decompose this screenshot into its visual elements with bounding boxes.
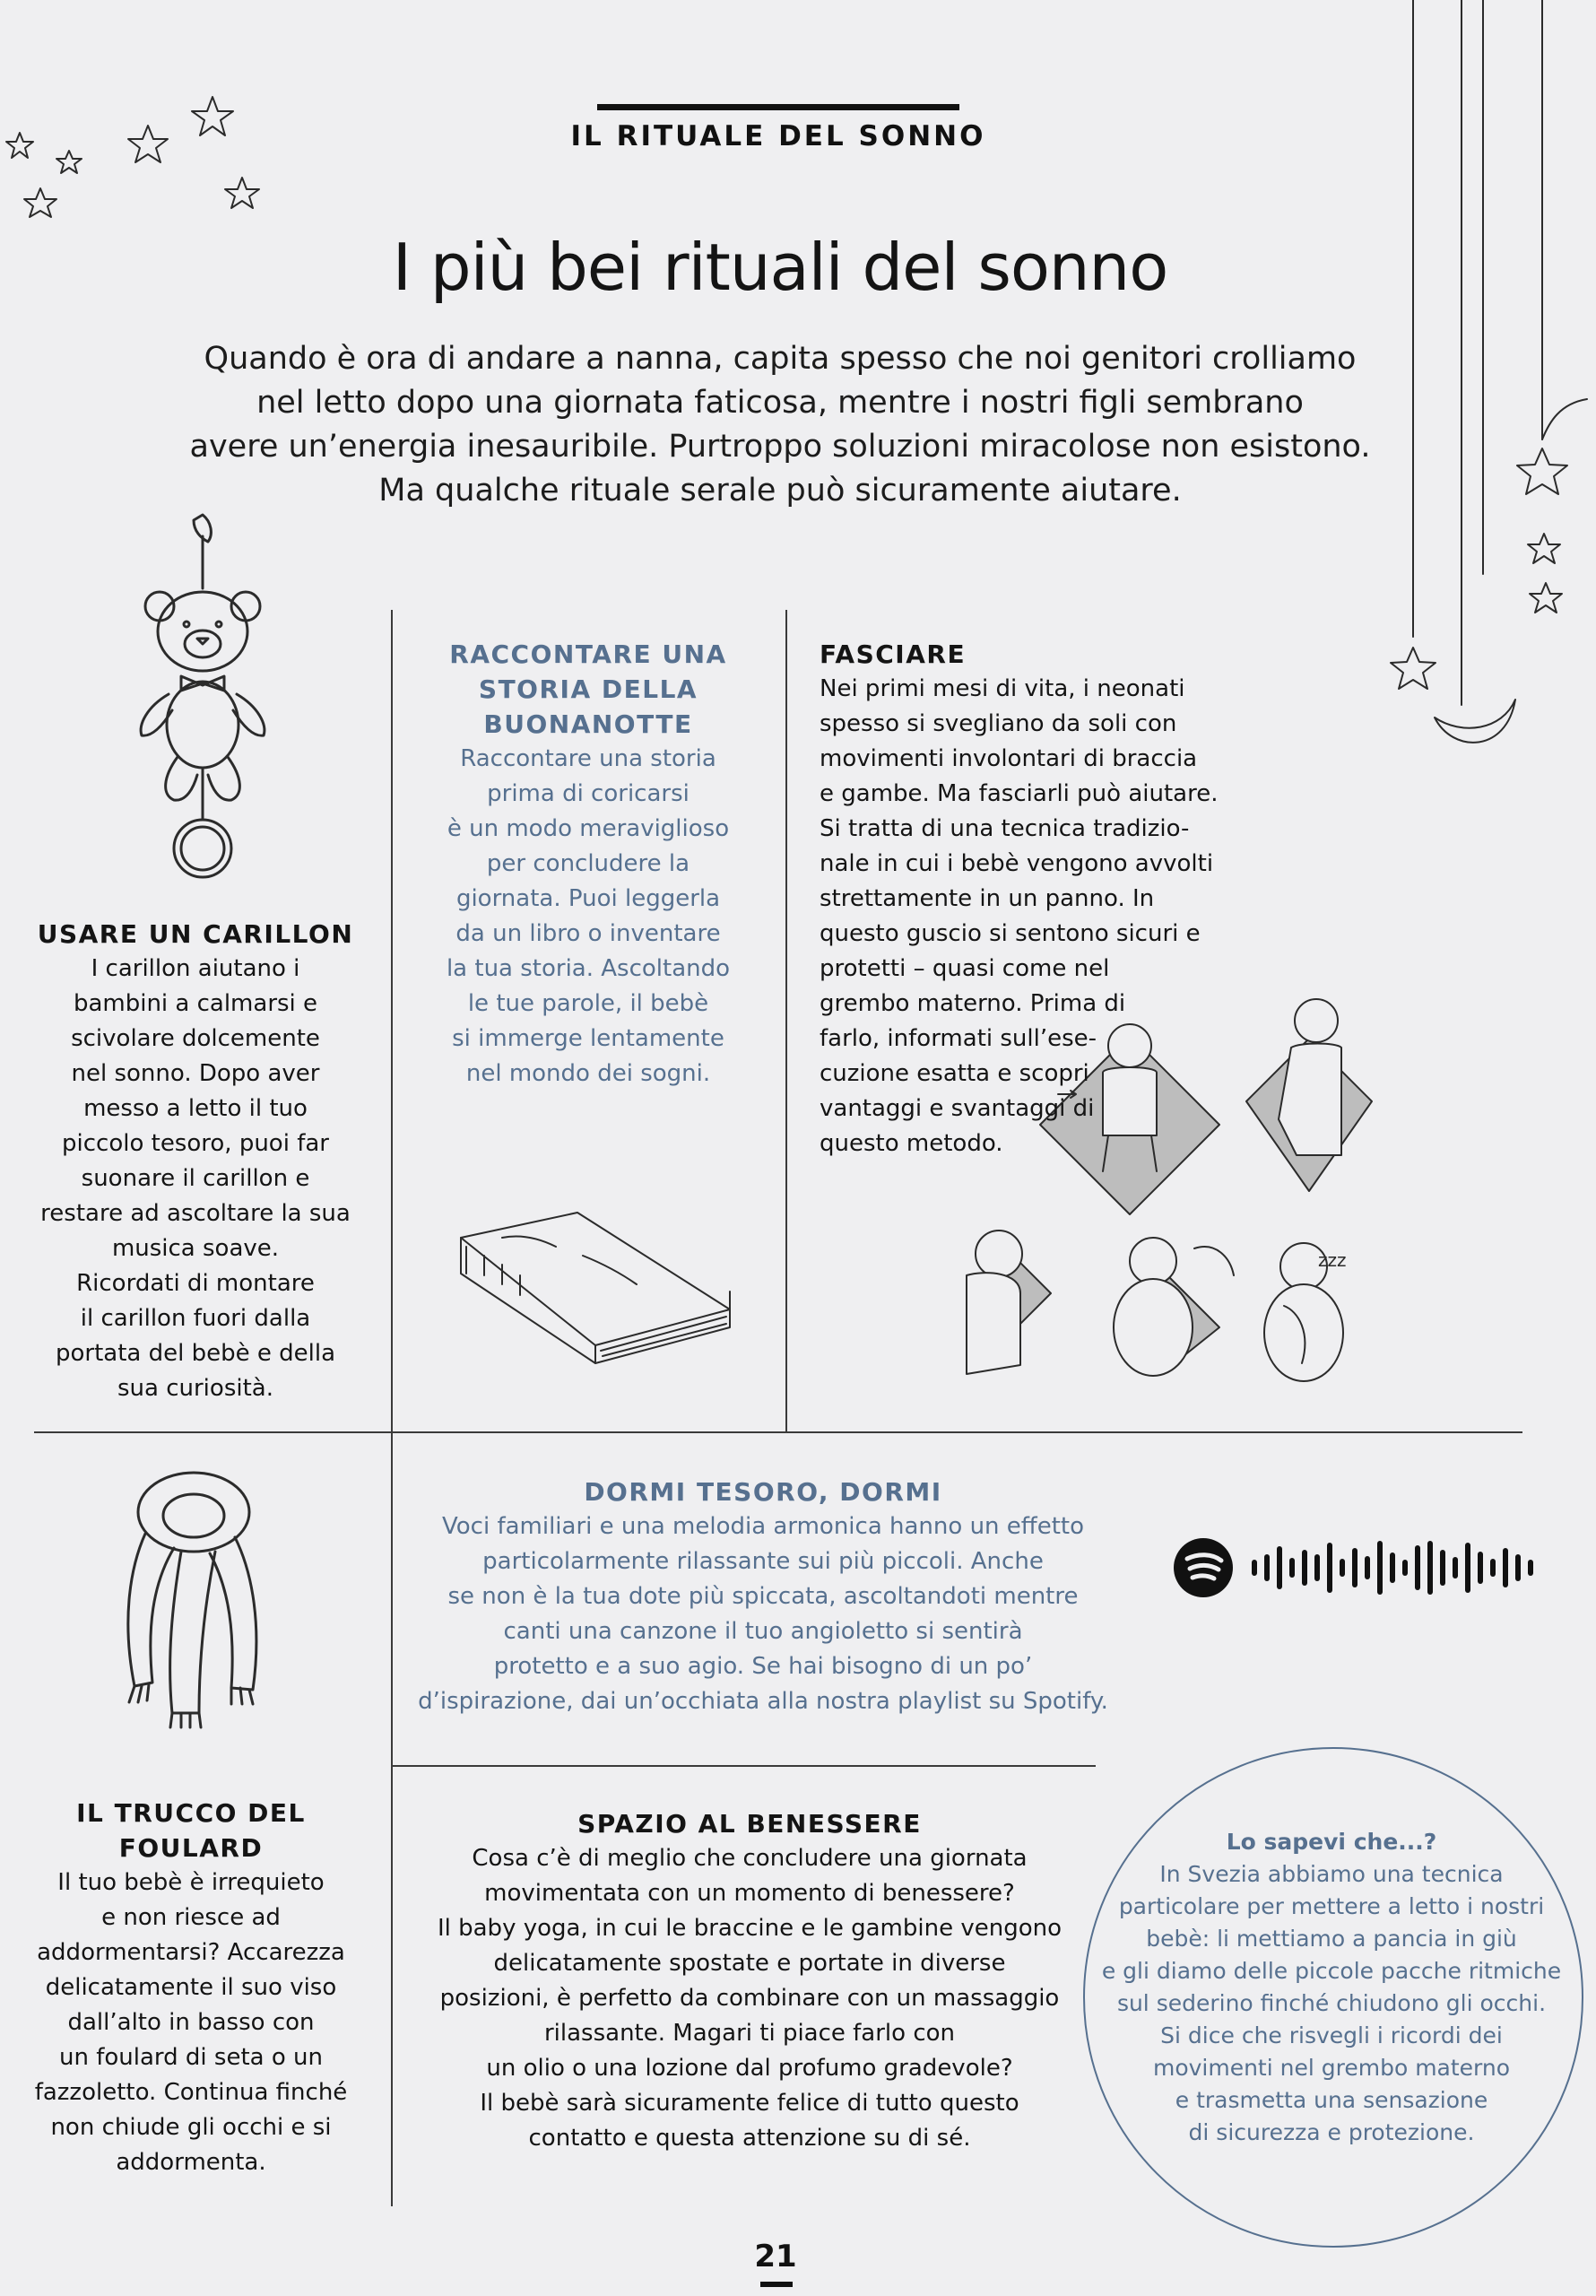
section-foulard (25, 1796, 357, 2180)
text-line: nel mondo dei sogni. (465, 1060, 711, 1087)
spotify-code-bar (1528, 1560, 1533, 1576)
spotify-code-bar (1252, 1560, 1257, 1576)
spotify-code-bar (1453, 1557, 1458, 1578)
section-carillon (34, 917, 357, 1406)
section-heading: SPAZIO AL BENESSERE (577, 1809, 922, 1839)
teddy-bear-carillon-icon (104, 509, 283, 895)
text-line: e trasmetta una sensazione (1175, 2087, 1488, 2113)
text-line: farlo, informati sull’ese- (820, 1025, 1097, 1052)
text-line: dall’alto in basso con (67, 2009, 315, 2036)
text-line: particolare per mettere a letto i nostri (1118, 1893, 1545, 1919)
text-line: delicatamente il suo viso (45, 1974, 337, 2001)
section-benessere (418, 1806, 1081, 2156)
spotify-bars (1252, 1541, 1533, 1595)
text-line: nel sonno. Dopo aver (71, 1060, 320, 1087)
text-line: Nei primi mesi di vita, i neonati (820, 675, 1185, 702)
text-line: protetti – quasi come nel (820, 955, 1110, 982)
spotify-code-bar (1503, 1548, 1508, 1587)
text-line: questo metodo. (820, 1130, 1003, 1157)
spotify-code-bar (1340, 1559, 1345, 1577)
section-storia (409, 637, 768, 1091)
section-heading: STORIA DELLA (478, 674, 698, 704)
spotify-code-bar (1277, 1546, 1282, 1589)
text-line: portata del bebè e della (55, 1340, 335, 1367)
section-fasciare (820, 637, 1232, 1161)
spotify-code-bar (1490, 1559, 1496, 1577)
text-line: è un modo meraviglioso (447, 815, 730, 842)
spotify-code-bar (1377, 1541, 1383, 1595)
text-line: scivolare dolcemente (71, 1025, 320, 1052)
text-line: un foulard di seta o un (59, 2044, 323, 2071)
text-line: movimentata con un momento di benessere? (484, 1880, 1015, 1907)
text-line: la tua storia. Ascoltando (446, 955, 731, 982)
spotify-code-bar (1427, 1541, 1433, 1595)
intro-paragraph (179, 337, 1381, 513)
section-heading: FASCIARE (820, 639, 967, 669)
text-line: grembo materno. Prima di (820, 990, 1126, 1017)
spotify-code-bar (1390, 1552, 1395, 1583)
text-line: Si dice che risvegli i ricordi dei (1160, 2022, 1503, 2048)
text-line: per concludere la (486, 850, 690, 877)
text-line: messo a letto il tuo (83, 1095, 308, 1122)
section-heading: BUONANOTTE (483, 709, 693, 739)
text-line: I carillon aiutano i (91, 955, 300, 982)
scarf-icon (100, 1462, 289, 1749)
text-line: fazzoletto. Continua finché (34, 2079, 348, 2106)
kicker-bar (597, 104, 959, 110)
page-number-bar (760, 2282, 793, 2287)
page-title: I più bei rituali del sonno (392, 230, 1168, 305)
text-line: Il bebè sarà sicuramente felice di tutto questo (480, 2090, 1019, 2117)
text-line: e gambe. Ma fasciarli può aiutare. (820, 780, 1219, 807)
spotify-code-bar (1327, 1543, 1332, 1593)
text-line: strettamente in un panno. In (820, 885, 1155, 912)
text-line: bambini a calmarsi e (73, 990, 318, 1017)
text-line: le tue parole, il bebè (467, 990, 709, 1017)
text-line: particolarmente rilassante sui più piccoli. Anche (482, 1548, 1044, 1575)
text-line: Il tuo bebè è irrequieto (57, 1869, 325, 1896)
text-line: di sicurezza e protezione. (1188, 2119, 1475, 2145)
intro-line: nel letto dopo una giornata faticosa, mentre i nostri figli sembrano (256, 385, 1304, 421)
text-line: rilassante. Magari ti piace farlo con (543, 2020, 956, 2047)
spotify-code-icon (1173, 1532, 1540, 1604)
divider-h-2 (391, 1765, 1096, 1767)
spotify-code-bar (1465, 1543, 1470, 1593)
text-line: protetto e a suo agio. Se hai bisogno di un po’ (493, 1653, 1033, 1680)
spotify-code-bar (1314, 1554, 1320, 1581)
text-line: sua curiosità. (117, 1375, 273, 1402)
divider-h-1 (34, 1431, 1522, 1433)
spotify-code-bar (1352, 1548, 1357, 1587)
spotify-code-bar (1478, 1552, 1483, 1584)
text-line: Cosa c’è di meglio che concludere una giornata (472, 1845, 1028, 1872)
text-line: e gli diamo delle piccole pacche ritmiche (1101, 1958, 1562, 1984)
divider-v-2 (785, 610, 787, 1433)
text-line: contatto e questa attenzione su di sé. (528, 2125, 971, 2152)
text-line: bebè: li mettiamo a pancia in giù (1146, 1926, 1517, 1952)
text-line: non chiude gli occhi e si (50, 2114, 332, 2141)
divider-v-1 (391, 610, 393, 2206)
text-line: e non riesce ad (101, 1904, 281, 1931)
section-heading: DORMI TESORO, DORMI (584, 1477, 942, 1507)
text-line: musica soave. (111, 1235, 280, 1262)
text-line: se non è la tua dote più spiccata, ascoltandoti mentre (447, 1583, 1079, 1610)
intro-line: avere un’energia inesauribile. Purtroppo soluzioni miracolose non esistono. (189, 429, 1371, 465)
text-line: posizioni, è perfetto da combinare con un massaggio (439, 1985, 1060, 2012)
text-line: addormentarsi? Accarezza (37, 1939, 345, 1966)
text-line: cuzione esatta e scopri (820, 1060, 1089, 1087)
stars-icon (0, 90, 269, 323)
text-line: Ricordati di montare (76, 1270, 315, 1297)
text-line: restare ad ascoltare la sua (40, 1200, 351, 1227)
text-line: il carillon fuori dalla (80, 1305, 311, 1332)
spotify-code-bar (1289, 1558, 1295, 1578)
section-kicker: IL RITUALE DEL SONNO (570, 120, 986, 152)
text-line: nale in cui i bebè vengono avvolti (820, 850, 1214, 877)
section-heading: RACCONTARE UNA (449, 639, 727, 669)
text-line: addormenta. (116, 2149, 266, 2176)
section-dormi (409, 1474, 1117, 1719)
text-line: da un libro o inventare (455, 920, 721, 947)
book-icon (448, 1202, 735, 1381)
section-heading: USARE UN CARILLON (37, 919, 354, 949)
section-sapevi (1094, 1826, 1569, 2149)
section-heading: Lo sapevi che...? (1226, 1829, 1437, 1855)
text-line: Raccontare una storia (460, 745, 716, 772)
text-line: Il baby yoga, in cui le braccine e le gambine vengono (437, 1915, 1063, 1942)
text-line: Si tratta di una tecnica tradizio- (820, 815, 1190, 842)
text-line: giornata. Puoi leggerla (455, 885, 721, 912)
text-line: movimenti involontari di braccia (820, 745, 1198, 772)
section-heading: FOULARD (118, 1833, 264, 1863)
spotify-code-bar (1515, 1554, 1521, 1581)
intro-line: Ma qualche rituale serale può sicuramente aiutare. (378, 473, 1182, 509)
text-line: si immerge lentamente (452, 1025, 724, 1052)
text-line: In Svezia abbiamo una tecnica (1159, 1861, 1504, 1887)
text-line: delicatamente spostate e portate in diverse (493, 1950, 1006, 1977)
spotify-code-bar (1365, 1556, 1370, 1579)
text-line: suonare il carillon e (81, 1165, 310, 1192)
text-line: Voci familiari e una melodia armonica hanno un effetto (441, 1513, 1084, 1540)
spotify-code-bar (1440, 1550, 1445, 1586)
text-line: d’ispirazione, dai un’occhiata alla nostra playlist su Spotify. (418, 1688, 1108, 1715)
intro-line: Quando è ora di andare a nanna, capita spesso che noi genitori crolliamo (204, 341, 1357, 377)
section-heading: IL TRUCCO DEL (76, 1798, 306, 1828)
text-line: un olio o una lozione dal profumo gradevole? (486, 2055, 1013, 2082)
moon-mobile-icon (1372, 0, 1587, 753)
text-line: sul sederino finché chiudono gli occhi. (1116, 1990, 1547, 2016)
text-line: movimenti nel grembo materno (1152, 2055, 1511, 2081)
text-line: piccolo tesoro, puoi far (62, 1130, 329, 1157)
text-line: questo guscio si sentono sicuri e (820, 920, 1201, 947)
spotify-code-bar (1415, 1545, 1420, 1590)
text-line: prima di coricarsi (487, 780, 690, 807)
text-line: spesso si svegliano da soli con (820, 710, 1177, 737)
spotify-code-bar (1302, 1550, 1307, 1586)
text-line: vantaggi e svantaggi di (820, 1095, 1095, 1122)
spotify-code-bar (1264, 1554, 1270, 1581)
spotify-code-bar (1402, 1560, 1408, 1576)
zzz-label: zzz (1318, 1249, 1347, 1271)
page-number: 21 (754, 2239, 797, 2274)
text-line: canti una canzone il tuo angioletto si sentirà (503, 1618, 1023, 1645)
